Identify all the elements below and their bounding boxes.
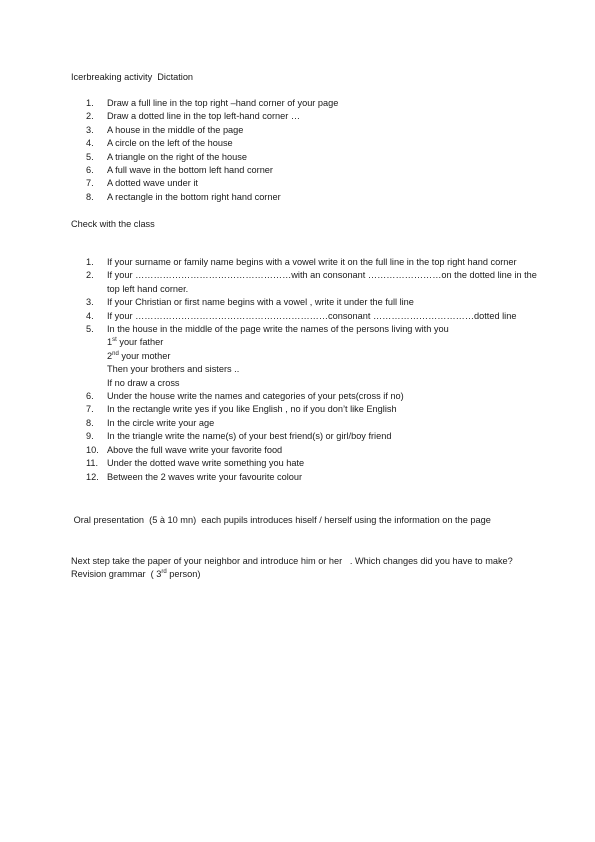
next-step-paragraph xyxy=(71,555,541,582)
list-item xyxy=(71,164,541,177)
sub-line-text: your mother xyxy=(118,350,171,361)
list-item xyxy=(71,124,541,137)
item-text: If your surname or family name begins with a vowel write it on the full line in the top right hand corner xyxy=(107,257,517,267)
item-text: A triangle on the right of the house xyxy=(107,151,247,162)
item-number: 6. xyxy=(86,165,94,176)
list-item xyxy=(71,110,541,123)
item-number: 8. xyxy=(86,191,94,202)
item-number: 4. xyxy=(86,310,94,321)
item-text: Draw a dotted line in the top left-hand corner … xyxy=(107,111,301,122)
list-item xyxy=(71,390,541,403)
dictation-list xyxy=(71,97,541,204)
item-text: Between the 2 waves write your favourite colour xyxy=(107,471,303,482)
item-number: 5. xyxy=(86,151,94,162)
item-number: 3. xyxy=(86,124,94,135)
list-item xyxy=(71,296,541,309)
item-number: 10. xyxy=(86,444,99,455)
list-item xyxy=(71,137,541,150)
ordinal-suffix: nd xyxy=(112,350,119,357)
item-text: In the triangle write the name(s) of your best friend(s) or girl/boy friend xyxy=(107,431,392,442)
list-item xyxy=(71,457,541,470)
list-item xyxy=(71,430,541,443)
item-text: Under the dotted wave write something you hate xyxy=(107,458,305,469)
sub-line-text: your father xyxy=(116,337,164,348)
list-item xyxy=(71,323,541,390)
item-number: 7. xyxy=(86,404,94,415)
item-text: In the house in the middle of the page write the names of the persons living with you xyxy=(107,324,449,335)
item-number: 7. xyxy=(86,178,94,189)
list-item xyxy=(71,471,541,484)
item-text: If your ……………………………………………with an consonant ……………………on the dotted line in the top left hand corner. xyxy=(107,270,537,294)
item-number: 1. xyxy=(86,98,94,108)
item-text: A full wave in the bottom left hand corner xyxy=(107,165,273,176)
item-number: 2. xyxy=(86,270,94,281)
item-number: 9. xyxy=(86,431,94,442)
item-number: 6. xyxy=(86,391,94,402)
list-item xyxy=(71,97,541,110)
list-item xyxy=(71,256,541,269)
check-list xyxy=(71,256,541,484)
item-number: 1. xyxy=(86,257,94,267)
list-item xyxy=(71,177,541,190)
item-text: A dotted wave under it xyxy=(107,178,198,189)
sub-line-cross: If no draw a cross xyxy=(107,377,180,388)
item-number: 2. xyxy=(86,111,94,122)
sub-line-siblings: Then your brothers and sisters .. xyxy=(107,364,240,375)
list-item xyxy=(71,191,541,204)
next-step-text: Next step take the paper of your neighbor and introduce him or her . Which changes did you have to make? Revision grammar ( 3 xyxy=(71,556,518,580)
item-text: A circle on the left of the house xyxy=(107,138,233,149)
sub-line-father xyxy=(107,336,541,349)
item-text: Draw a full line in the top right –hand corner of your page xyxy=(107,98,339,108)
list-item xyxy=(71,444,541,457)
item-number: 11. xyxy=(86,458,99,469)
check-heading: Check with the class xyxy=(71,219,155,229)
item-text: A rectangle in the bottom right hand corner xyxy=(107,191,281,202)
sub-line-mother xyxy=(107,350,541,363)
item-number: 12. xyxy=(86,471,99,482)
list-item xyxy=(71,310,541,323)
item-text: Above the full wave write your favorite food xyxy=(107,444,283,455)
item-number: 5. xyxy=(86,324,94,335)
page-title: Icerbreaking activity Dictation xyxy=(71,72,194,82)
ordinal-number: 1 xyxy=(107,337,113,348)
item-text: Under the house write the names and categories of your pets(cross if no) xyxy=(107,391,404,402)
item-number: 4. xyxy=(86,138,94,149)
item-number: 3. xyxy=(86,297,94,308)
item-text: A house in the middle of the page xyxy=(107,124,244,135)
next-step-end: person) xyxy=(166,569,201,580)
list-item xyxy=(71,151,541,164)
ordinal-suffix: rd xyxy=(161,569,167,576)
item-text: In the circle write your age xyxy=(107,417,215,428)
oral-presentation-paragraph: Oral presentation (5 à 10 mn) each pupils introduces hiself / herself using the information on the page xyxy=(71,515,491,525)
item-text: If your Christian or first name begins with a vowel , write it under the full line xyxy=(107,297,414,308)
list-item xyxy=(71,403,541,416)
list-item xyxy=(71,269,541,296)
item-text: In the rectangle write yes if you like English , no if you don’t like English xyxy=(107,404,397,415)
list-item xyxy=(71,417,541,430)
item-number: 8. xyxy=(86,417,94,428)
item-text: If your ………………………………………………………consonant ……………………………dotted line xyxy=(107,310,517,321)
ordinal-number: 2 xyxy=(107,350,113,361)
ordinal-suffix: st xyxy=(112,337,117,344)
